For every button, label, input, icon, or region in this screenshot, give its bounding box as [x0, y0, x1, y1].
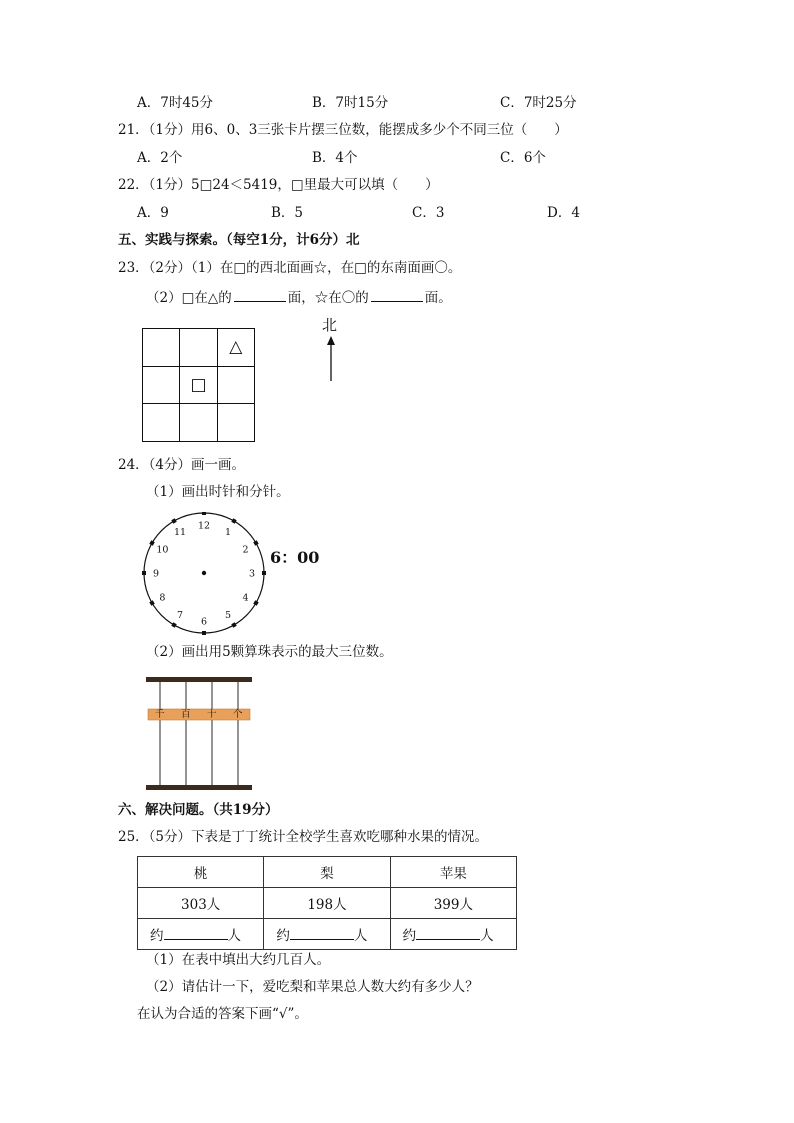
clock-time-label: 6：00	[270, 548, 320, 567]
q24-part2: （2）画出用5颗算珠表示的最大三位数。	[146, 644, 393, 660]
q25-part2: （2）请估计一下，爱吃梨和苹果总人数大约有多少人？	[146, 979, 479, 995]
estimate-cell-pear[interactable]	[264, 919, 390, 950]
grid-cell[interactable]	[217, 366, 254, 404]
clock-tick	[171, 518, 176, 523]
abacus-label-thousands: 千	[155, 709, 165, 720]
section6-title: 六、解决问题。（共19分）	[118, 802, 279, 818]
grid-cell[interactable]	[180, 329, 217, 367]
q24-part1: （1）画出时针和分针。	[146, 484, 290, 500]
clock-number: 5	[224, 610, 232, 622]
table-count-pear: 198人	[264, 888, 390, 919]
abacus-bottom-frame	[146, 785, 252, 790]
estimate-blank[interactable]	[416, 927, 480, 940]
abacus[interactable]	[144, 676, 254, 790]
clock-number: 9	[152, 568, 160, 580]
estimate-suffix: 人	[353, 928, 368, 944]
estimate-suffix: 人	[227, 928, 241, 944]
estimate-prefix: 约	[402, 928, 417, 944]
grid-cell[interactable]	[143, 329, 180, 367]
abacus-label-hundreds: 百	[181, 709, 191, 720]
q23-part2-text-c: 面。	[424, 290, 452, 306]
clock-center-dot	[202, 571, 206, 575]
q21-stem: 21．（1分）用6、0、3三张卡片摆三位数，能摆成多少个不同三位（ ）	[118, 122, 568, 138]
clock-tick	[202, 512, 206, 515]
q22-stem: 22．（1分）5□24＜5419，□里最大可以填（ ）	[118, 177, 439, 193]
clock-tick	[149, 600, 154, 605]
q23-stem: 23．（2分）（1）在□的西北面画☆，在□的东南面画〇。	[118, 260, 462, 276]
table-count-peach: 303人	[138, 888, 264, 919]
estimate-blank[interactable]	[164, 927, 228, 940]
table-header-peach: 桃	[138, 857, 264, 888]
clock-face[interactable]	[140, 512, 270, 636]
clock-number: 7	[176, 610, 184, 622]
table-count-apple: 399人	[390, 888, 516, 919]
clock-tick	[262, 571, 266, 575]
estimate-suffix: 人	[480, 928, 494, 944]
clock-number: 11	[173, 526, 187, 538]
clock-tick	[202, 631, 206, 635]
q20-option-c: C．7时25分	[500, 95, 577, 111]
q25-part3: 在认为合适的答案下画“√”。	[137, 1006, 308, 1022]
north-arrow-icon	[324, 336, 338, 382]
q24-stem: 24．（4分）画一画。	[118, 457, 246, 473]
clock-tick	[231, 518, 236, 523]
q25-part1: （1）在表中填出大约几百人。	[146, 952, 331, 968]
q23-part2-text-a: （2）□在△的	[146, 290, 232, 306]
q21-option-b: B．4个	[312, 150, 358, 166]
clock-tick	[142, 571, 146, 575]
grid-cell[interactable]	[217, 404, 254, 442]
q22-option-d: D．4	[547, 205, 580, 221]
q21-option-c: C．6个	[500, 150, 546, 166]
q22-option-c: C．3	[412, 205, 445, 221]
q20-option-a: A．7时45分	[137, 95, 214, 111]
q25-stem: 25．（5分）下表是丁丁统计全校学生喜欢吃哪种水果的情况。	[118, 829, 489, 845]
north-label: 北	[322, 316, 338, 334]
clock-tick	[253, 600, 258, 605]
table-row	[138, 888, 517, 919]
grid-cell-square: □	[180, 366, 217, 404]
q22-option-b: B．5	[271, 205, 304, 221]
clock-tick	[149, 540, 154, 545]
clock-number: 3	[248, 568, 256, 580]
clock-number: 6	[200, 616, 208, 628]
clock-number: 1	[224, 526, 232, 538]
abacus-label-tens: 十	[207, 709, 217, 720]
table-header-pear: 梨	[264, 857, 390, 888]
clock-number: 4	[242, 592, 249, 604]
q20-option-b: B．7时15分	[312, 95, 389, 111]
estimate-cell-apple[interactable]	[390, 919, 516, 950]
table-row	[138, 919, 517, 950]
grid-cell-triangle: △	[217, 329, 254, 367]
clock-tick	[231, 622, 236, 627]
estimate-cell-peach[interactable]	[138, 919, 264, 950]
answer-blank-1[interactable]	[234, 289, 286, 302]
clock-tick	[253, 540, 258, 545]
direction-grid	[142, 328, 255, 442]
clock-number: 10	[156, 544, 169, 556]
estimate-prefix: 约	[276, 928, 290, 944]
table-header-apple: 苹果	[390, 857, 516, 888]
estimate-prefix: 约	[150, 928, 164, 944]
clock-number: 2	[242, 544, 249, 556]
grid-cell[interactable]	[180, 404, 217, 442]
answer-blank-2[interactable]	[371, 289, 423, 302]
section5-title: 五、实践与探索。（每空1分，计6分）北	[118, 232, 360, 248]
grid-cell[interactable]	[143, 366, 180, 404]
q23-part2	[146, 289, 452, 306]
q21-option-a: A．2个	[137, 150, 183, 166]
q22-option-a: A．9	[137, 205, 169, 221]
clock-tick	[171, 622, 176, 627]
clock-number: 12	[197, 520, 211, 532]
clock-number: 8	[159, 592, 166, 604]
estimate-blank[interactable]	[290, 927, 354, 940]
table-row	[138, 857, 517, 888]
abacus-label-ones: 个	[233, 709, 243, 720]
abacus-top-frame	[146, 677, 252, 682]
q23-part2-text-b: 面，☆在〇的	[287, 290, 369, 306]
fruit-table	[137, 856, 517, 950]
grid-cell[interactable]	[143, 404, 180, 442]
